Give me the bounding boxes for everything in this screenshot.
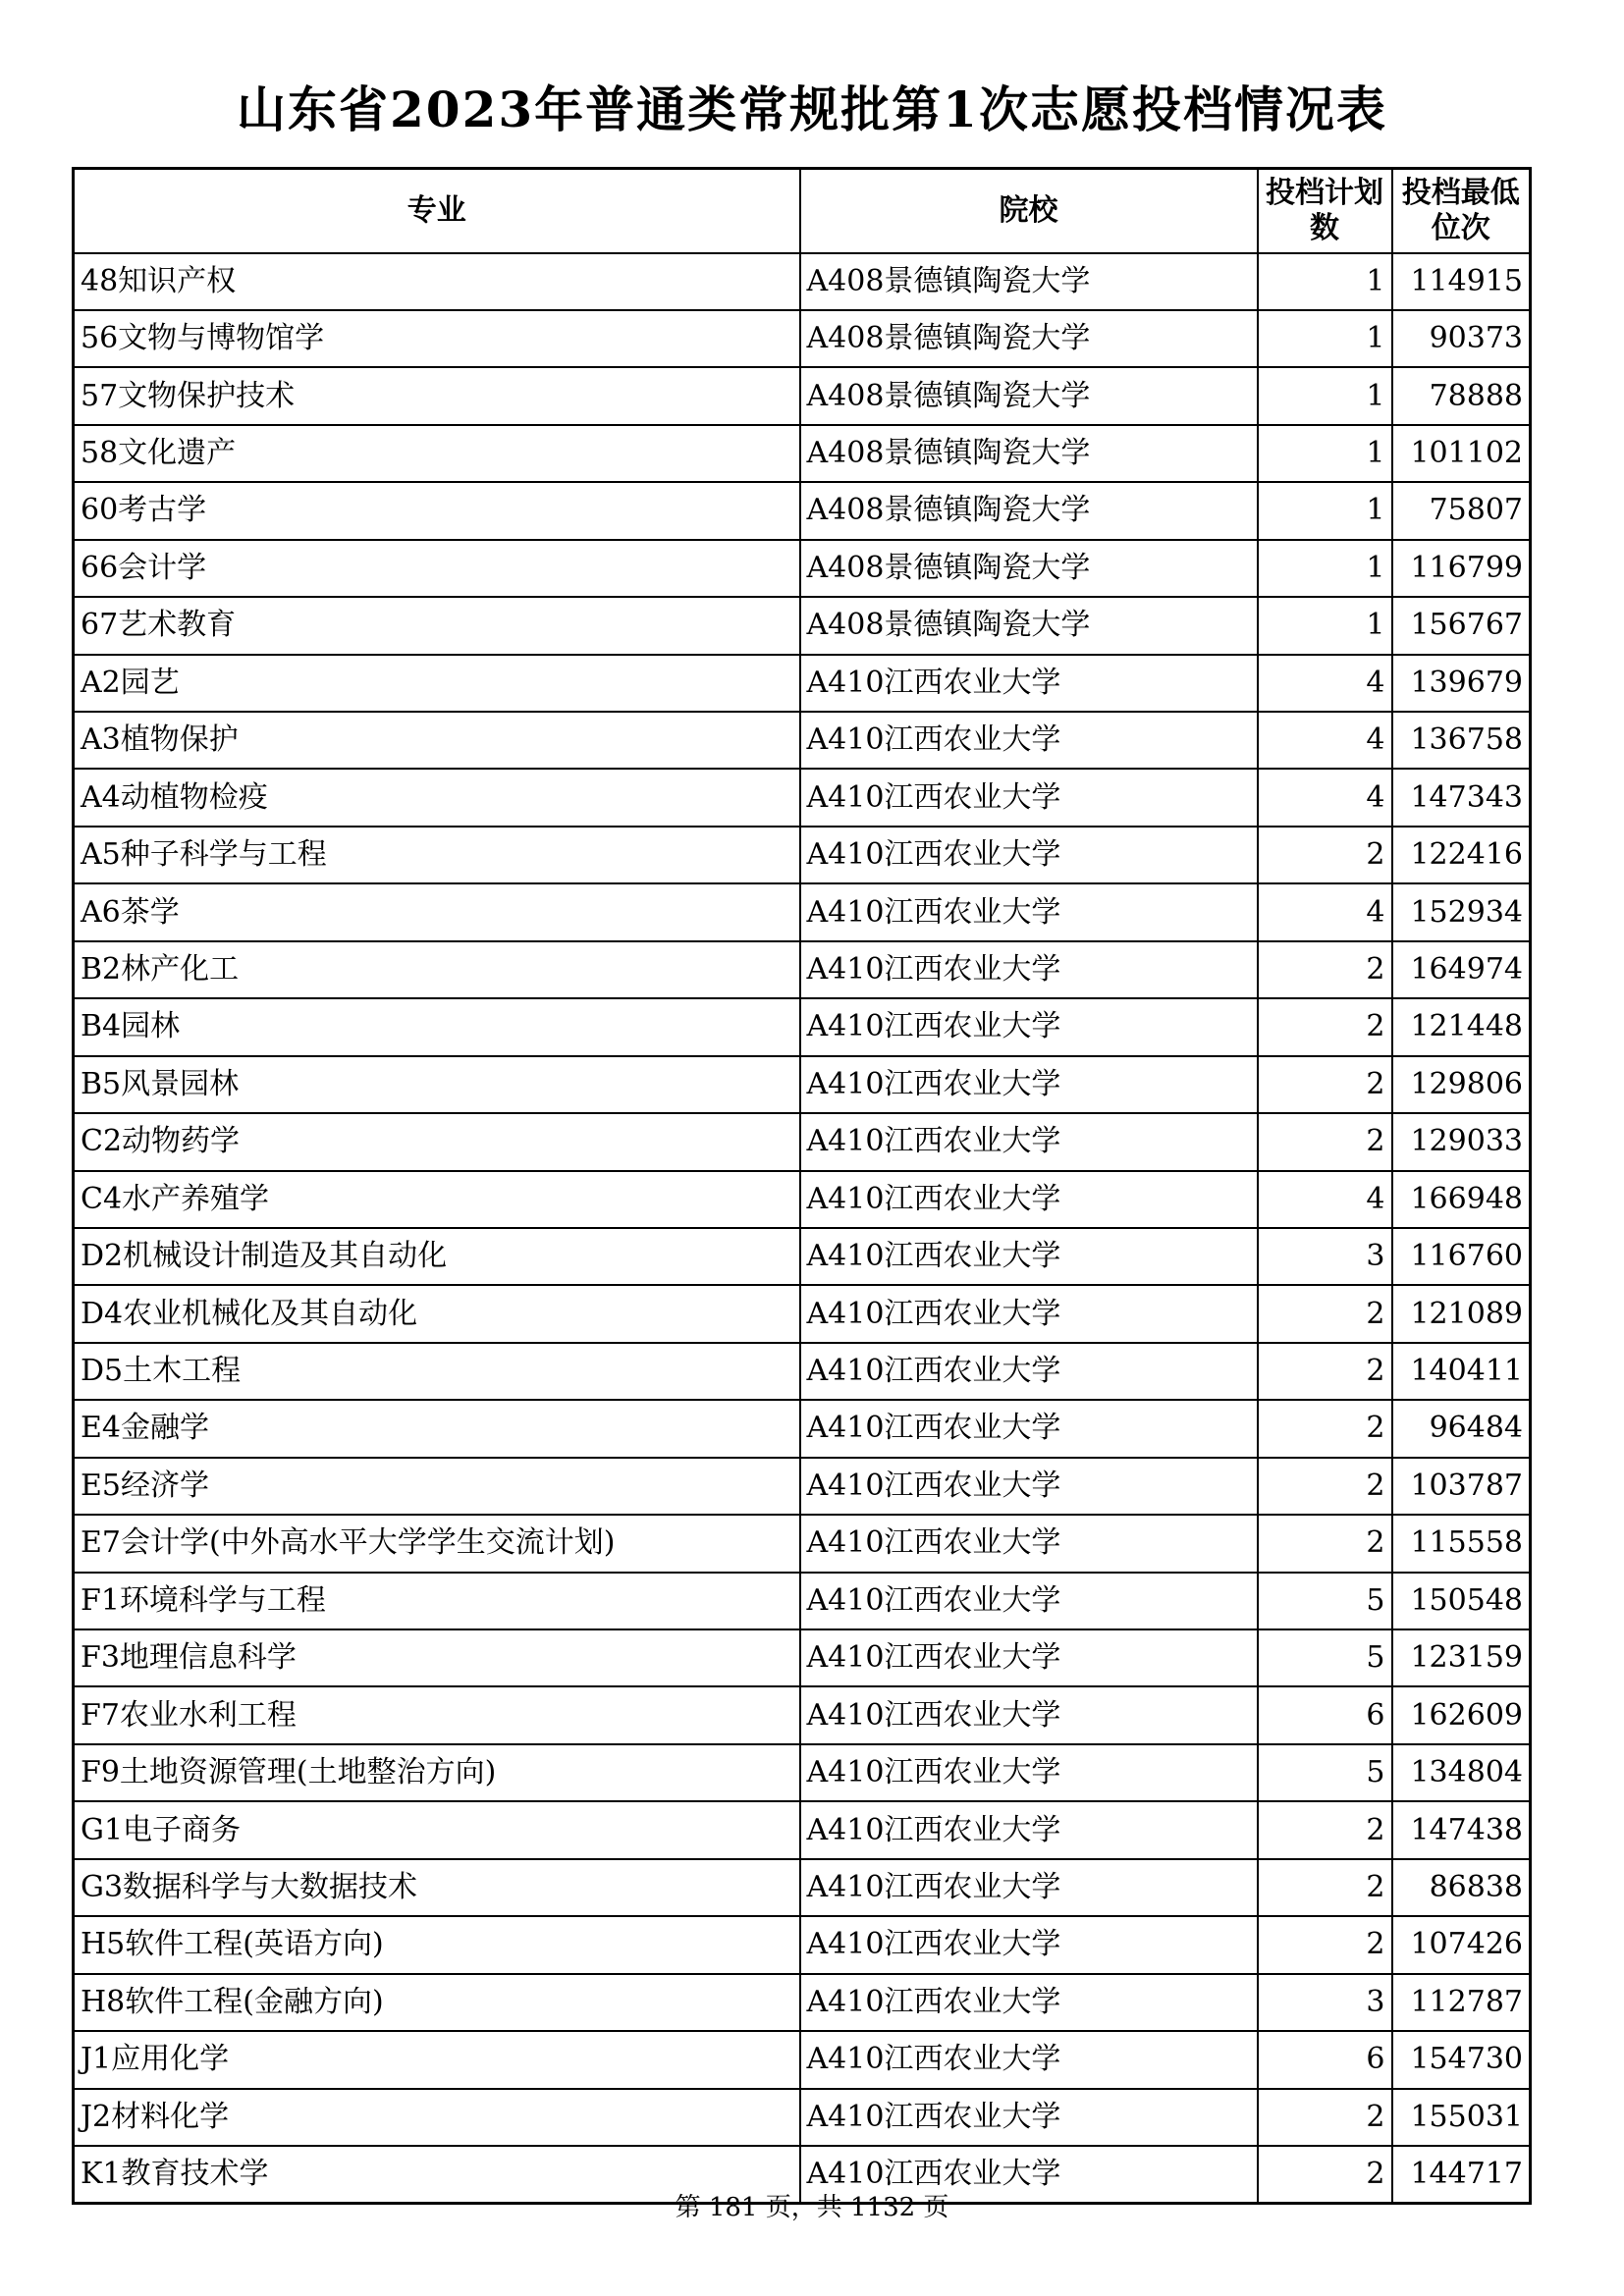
major-cell: E5经济学 xyxy=(74,1458,800,1515)
min-rank-cell: 140411 xyxy=(1392,1343,1531,1400)
table-row xyxy=(74,425,1531,482)
min-rank-cell: 116799 xyxy=(1392,540,1531,597)
major-cell: F7农业水利工程 xyxy=(74,1686,800,1743)
page-title: 山东省2023年普通类常规批第1次志愿投档情况表 xyxy=(237,80,1387,138)
school-cell: A410江西农业大学 xyxy=(800,1916,1258,1973)
min-rank-cell: 101102 xyxy=(1392,425,1531,482)
min-rank-cell: 121089 xyxy=(1392,1285,1531,1342)
plan-count-cell: 2 xyxy=(1258,1056,1392,1113)
min-rank-cell: 152934 xyxy=(1392,883,1531,940)
column-header-plan: 投档计划数 xyxy=(1258,169,1392,253)
plan-count-cell: 2 xyxy=(1258,998,1392,1055)
plan-count-cell: 1 xyxy=(1258,367,1392,424)
school-cell: A410江西农业大学 xyxy=(800,1744,1258,1801)
major-cell: 48知识产权 xyxy=(74,253,800,310)
plan-count-cell: 1 xyxy=(1258,425,1392,482)
min-rank-cell: 78888 xyxy=(1392,367,1531,424)
min-rank-cell: 147343 xyxy=(1392,769,1531,826)
table-row xyxy=(74,2031,1531,2088)
school-cell: A410江西农业大学 xyxy=(800,769,1258,826)
min-rank-cell: 136758 xyxy=(1392,712,1531,769)
table-row xyxy=(74,1744,1531,1801)
major-cell: E4金融学 xyxy=(74,1400,800,1457)
major-cell: C4水产养殖学 xyxy=(74,1171,800,1228)
table-row xyxy=(74,482,1531,539)
school-cell: A408景德镇陶瓷大学 xyxy=(800,253,1258,310)
table-row xyxy=(74,1515,1531,1572)
table-row xyxy=(74,1228,1531,1285)
school-cell: A410江西农业大学 xyxy=(800,883,1258,940)
min-rank-cell: 154730 xyxy=(1392,2031,1531,2088)
school-cell: A410江西农业大学 xyxy=(800,1285,1258,1342)
plan-count-cell: 3 xyxy=(1258,1228,1392,1285)
major-cell: A3植物保护 xyxy=(74,712,800,769)
min-rank-cell: 115558 xyxy=(1392,1515,1531,1572)
min-rank-cell: 156767 xyxy=(1392,597,1531,654)
school-cell: A408景德镇陶瓷大学 xyxy=(800,310,1258,367)
min-rank-cell: 86838 xyxy=(1392,1859,1531,1916)
major-cell: E7会计学(中外高水平大学学生交流计划) xyxy=(74,1515,800,1572)
major-cell: A4动植物检疫 xyxy=(74,769,800,826)
plan-count-cell: 4 xyxy=(1258,883,1392,940)
school-cell: A410江西农业大学 xyxy=(800,1113,1258,1170)
school-cell: A410江西农业大学 xyxy=(800,2089,1258,2146)
min-rank-cell: 122416 xyxy=(1392,827,1531,883)
school-cell: A408景德镇陶瓷大学 xyxy=(800,425,1258,482)
plan-count-cell: 2 xyxy=(1258,2146,1392,2203)
major-cell: A5种子科学与工程 xyxy=(74,827,800,883)
min-rank-cell: 107426 xyxy=(1392,1916,1531,1973)
plan-count-cell: 2 xyxy=(1258,941,1392,998)
plan-count-cell: 2 xyxy=(1258,1458,1392,1515)
plan-count-cell: 2 xyxy=(1258,1400,1392,1457)
plan-count-cell: 2 xyxy=(1258,1515,1392,1572)
page-footer: 第 181 页，共 1132 页 xyxy=(675,2193,949,2222)
major-cell: H8软件工程(金融方向) xyxy=(74,1974,800,2031)
min-rank-cell: 155031 xyxy=(1392,2089,1531,2146)
plan-count-cell: 2 xyxy=(1258,1113,1392,1170)
table-row xyxy=(74,367,1531,424)
school-cell: A410江西农业大学 xyxy=(800,998,1258,1055)
major-cell: B2林产化工 xyxy=(74,941,800,998)
table-row xyxy=(74,655,1531,712)
plan-count-cell: 5 xyxy=(1258,1744,1392,1801)
table-row xyxy=(74,1629,1531,1686)
school-cell: A408景德镇陶瓷大学 xyxy=(800,597,1258,654)
min-rank-cell: 103787 xyxy=(1392,1458,1531,1515)
table-row xyxy=(74,1686,1531,1743)
min-rank-cell: 150548 xyxy=(1392,1573,1531,1629)
table-row xyxy=(74,310,1531,367)
school-cell: A410江西农业大学 xyxy=(800,1859,1258,1916)
major-cell: F9土地资源管理(土地整治方向) xyxy=(74,1744,800,1801)
plan-count-cell: 3 xyxy=(1258,1974,1392,2031)
major-cell: A6茶学 xyxy=(74,883,800,940)
major-cell: 60考古学 xyxy=(74,482,800,539)
school-cell: A410江西农业大学 xyxy=(800,1228,1258,1285)
table-row xyxy=(74,883,1531,940)
school-cell: A410江西农业大学 xyxy=(800,712,1258,769)
major-cell: B5风景园林 xyxy=(74,1056,800,1113)
major-cell: 56文物与博物馆学 xyxy=(74,310,800,367)
school-cell: A410江西农业大学 xyxy=(800,1801,1258,1858)
column-header-school: 院校 xyxy=(800,169,1258,253)
major-cell: C2动物药学 xyxy=(74,1113,800,1170)
school-cell: A410江西农业大学 xyxy=(800,1974,1258,2031)
school-cell: A410江西农业大学 xyxy=(800,655,1258,712)
plan-count-cell: 2 xyxy=(1258,1343,1392,1400)
major-cell: D5土木工程 xyxy=(74,1343,800,1400)
table-row xyxy=(74,998,1531,1055)
major-cell: J1应用化学 xyxy=(74,2031,800,2088)
plan-count-cell: 1 xyxy=(1258,597,1392,654)
min-rank-cell: 114915 xyxy=(1392,253,1531,310)
table-row xyxy=(74,769,1531,826)
school-cell: A410江西农业大学 xyxy=(800,941,1258,998)
major-cell: G1电子商务 xyxy=(74,1801,800,1858)
table-row xyxy=(74,1285,1531,1342)
min-rank-cell: 90373 xyxy=(1392,310,1531,367)
min-rank-cell: 134804 xyxy=(1392,1744,1531,1801)
school-cell: A410江西农业大学 xyxy=(800,1515,1258,1572)
min-rank-cell: 162609 xyxy=(1392,1686,1531,1743)
table-row xyxy=(74,1113,1531,1170)
school-cell: A408景德镇陶瓷大学 xyxy=(800,482,1258,539)
major-cell: K1教育技术学 xyxy=(74,2146,800,2203)
major-cell: J2材料化学 xyxy=(74,2089,800,2146)
min-rank-cell: 129033 xyxy=(1392,1113,1531,1170)
school-cell: A410江西农业大学 xyxy=(800,1629,1258,1686)
school-cell: A410江西农业大学 xyxy=(800,1343,1258,1400)
plan-count-cell: 5 xyxy=(1258,1629,1392,1686)
major-cell: F3地理信息科学 xyxy=(74,1629,800,1686)
table-row xyxy=(74,1573,1531,1629)
table-row xyxy=(74,540,1531,597)
major-cell: F1环境科学与工程 xyxy=(74,1573,800,1629)
school-cell: A410江西农业大学 xyxy=(800,1573,1258,1629)
major-cell: B4园林 xyxy=(74,998,800,1055)
table-row xyxy=(74,941,1531,998)
major-cell: D4农业机械化及其自动化 xyxy=(74,1285,800,1342)
table-body xyxy=(74,253,1531,2204)
table-row xyxy=(74,712,1531,769)
table-row xyxy=(74,1801,1531,1858)
major-cell: H5软件工程(英语方向) xyxy=(74,1916,800,1973)
plan-count-cell: 2 xyxy=(1258,827,1392,883)
min-rank-cell: 166948 xyxy=(1392,1171,1531,1228)
plan-count-cell: 1 xyxy=(1258,482,1392,539)
school-cell: A410江西农业大学 xyxy=(800,1056,1258,1113)
table-header-row xyxy=(74,169,1531,253)
school-cell: A408景德镇陶瓷大学 xyxy=(800,367,1258,424)
school-cell: A410江西农业大学 xyxy=(800,1458,1258,1515)
plan-count-cell: 1 xyxy=(1258,310,1392,367)
school-cell: A410江西农业大学 xyxy=(800,1171,1258,1228)
plan-count-cell: 1 xyxy=(1258,540,1392,597)
column-header-rank: 投档最低位次 xyxy=(1392,169,1531,253)
major-cell: A2园艺 xyxy=(74,655,800,712)
school-cell: A410江西农业大学 xyxy=(800,1400,1258,1457)
table-row xyxy=(74,1458,1531,1515)
table-row xyxy=(74,2089,1531,2146)
min-rank-cell: 144717 xyxy=(1392,2146,1531,2203)
major-cell: 57文物保护技术 xyxy=(74,367,800,424)
min-rank-cell: 147438 xyxy=(1392,1801,1531,1858)
column-header-major: 专业 xyxy=(74,169,800,253)
table-row xyxy=(74,1859,1531,1916)
major-cell: G3数据科学与大数据技术 xyxy=(74,1859,800,1916)
table-row xyxy=(74,1056,1531,1113)
table-row xyxy=(74,253,1531,310)
plan-count-cell: 2 xyxy=(1258,1801,1392,1858)
school-cell: A410江西农业大学 xyxy=(800,2146,1258,2203)
min-rank-cell: 164974 xyxy=(1392,941,1531,998)
plan-count-cell: 4 xyxy=(1258,1171,1392,1228)
major-cell: 58文化遗产 xyxy=(74,425,800,482)
plan-count-cell: 2 xyxy=(1258,2089,1392,2146)
school-cell: A410江西农业大学 xyxy=(800,827,1258,883)
plan-count-cell: 5 xyxy=(1258,1573,1392,1629)
plan-count-cell: 2 xyxy=(1258,1285,1392,1342)
plan-count-cell: 4 xyxy=(1258,712,1392,769)
min-rank-cell: 112787 xyxy=(1392,1974,1531,2031)
table-row xyxy=(74,1916,1531,1973)
table-row xyxy=(74,827,1531,883)
major-cell: 66会计学 xyxy=(74,540,800,597)
table-row xyxy=(74,597,1531,654)
table-row xyxy=(74,1400,1531,1457)
min-rank-cell: 96484 xyxy=(1392,1400,1531,1457)
min-rank-cell: 123159 xyxy=(1392,1629,1531,1686)
min-rank-cell: 116760 xyxy=(1392,1228,1531,1285)
min-rank-cell: 129806 xyxy=(1392,1056,1531,1113)
major-cell: D2机械设计制造及其自动化 xyxy=(74,1228,800,1285)
plan-count-cell: 6 xyxy=(1258,2031,1392,2088)
plan-count-cell: 6 xyxy=(1258,1686,1392,1743)
plan-count-cell: 1 xyxy=(1258,253,1392,310)
table-row xyxy=(74,1974,1531,2031)
min-rank-cell: 75807 xyxy=(1392,482,1531,539)
table-row xyxy=(74,1171,1531,1228)
min-rank-cell: 121448 xyxy=(1392,998,1531,1055)
school-cell: A410江西农业大学 xyxy=(800,1686,1258,1743)
plan-count-cell: 4 xyxy=(1258,655,1392,712)
admission-table xyxy=(72,167,1532,2205)
plan-count-cell: 4 xyxy=(1258,769,1392,826)
plan-count-cell: 2 xyxy=(1258,1859,1392,1916)
school-cell: A408景德镇陶瓷大学 xyxy=(800,540,1258,597)
school-cell: A410江西农业大学 xyxy=(800,2031,1258,2088)
min-rank-cell: 139679 xyxy=(1392,655,1531,712)
major-cell: 67艺术教育 xyxy=(74,597,800,654)
table-row xyxy=(74,1343,1531,1400)
plan-count-cell: 2 xyxy=(1258,1916,1392,1973)
